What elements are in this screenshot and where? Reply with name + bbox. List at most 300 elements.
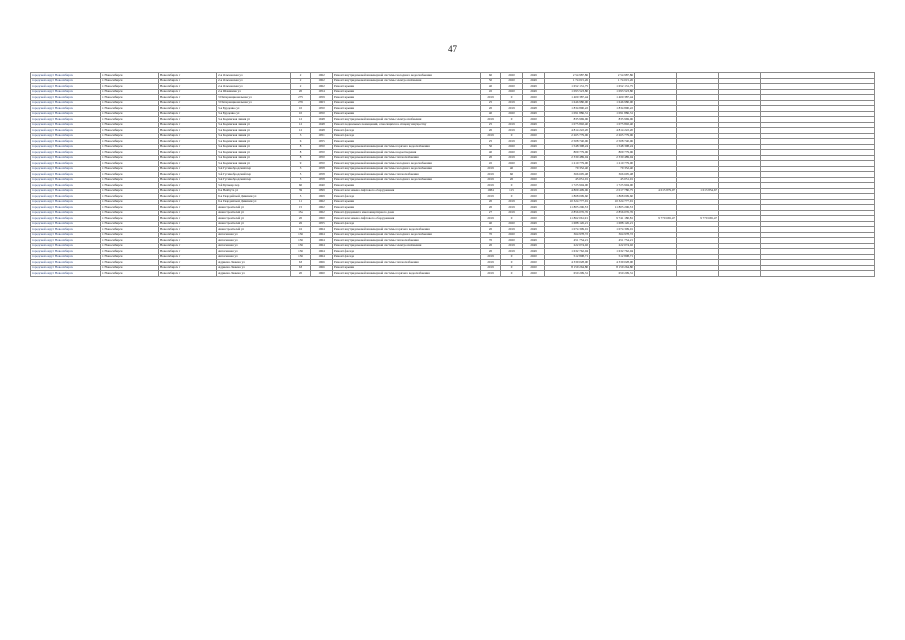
cell-v4: 2 856 076,76 <box>545 210 590 216</box>
cell-org: городской округ Новосибирск <box>31 111 101 117</box>
cell-v1: 25 <box>481 100 501 106</box>
cell-org: городской округ Новосибирск <box>31 265 101 271</box>
cell-v4: 1 074 309,01 <box>545 227 590 233</box>
cell-work: Ремонт крыши <box>333 84 481 90</box>
cell-v3: 2049 <box>523 150 545 156</box>
cell-house: 2 <box>291 73 311 79</box>
cell-city: г. Новосибирск <box>101 128 159 134</box>
cell-v4: 512 808,71 <box>545 254 590 260</box>
cell-work: Ремонт крыши <box>333 95 481 101</box>
cell-cost: 4 814 222,20 <box>590 128 635 134</box>
cell-v2: 2019 <box>501 243 523 249</box>
cell-street: Автогенная ул <box>217 243 291 249</box>
cell-region: Новосибирск г <box>159 238 217 244</box>
register-rows <box>31 73 875 277</box>
cell-year: 1950 <box>311 150 333 156</box>
cell-cost: 1 074 309,01 <box>590 227 635 233</box>
cell-work: Ремонт внутридомовой инженерной системы горячего водоснабжения <box>333 227 481 233</box>
cell-region: Новосибирск г <box>159 254 217 260</box>
cell-work: Ремонт фасада <box>333 194 481 200</box>
cell-region: Новосибирск г <box>159 95 217 101</box>
cell-region: Новосибирск г <box>159 133 217 139</box>
cell-city: г. Новосибирск <box>101 133 159 139</box>
cell-cost: 809 779,06 <box>590 150 635 156</box>
cell-year: 1948 <box>311 128 333 134</box>
cell-v2: 2020 <box>501 150 523 156</box>
cell-year: 1950 <box>311 144 333 150</box>
cell-city: г. Новосибирск <box>101 221 159 227</box>
cell-region: Новосибирск г <box>159 166 217 172</box>
cell-cost: 1 091 886,31 <box>590 111 635 117</box>
cell-v3: 2049 <box>523 243 545 249</box>
capital-repair-register-table <box>30 72 875 277</box>
cell-v1: 60 <box>481 73 501 79</box>
cell-house: 8 <box>291 150 311 156</box>
cell-org: городской округ Новосибирск <box>31 210 101 216</box>
cell-city: г. Новосибирск <box>101 194 159 200</box>
cell-v3: 2049 <box>523 89 545 95</box>
cell-year: 1950 <box>311 106 333 112</box>
cell-v1: 20 <box>481 243 501 249</box>
cell-v4: 1 091 886,31 <box>545 111 590 117</box>
cell-org: городской округ Новосибирск <box>31 183 101 189</box>
cell-work: Ремонт крыши <box>333 205 481 211</box>
cell-v1: 50 <box>481 78 501 84</box>
cell-region: Новосибирск г <box>159 117 217 123</box>
cell-city: г. Новосибирск <box>101 155 159 161</box>
cell-street: 3-я Кодинская линия ул <box>217 128 291 134</box>
cell-cost: 2 856 076,76 <box>590 210 635 216</box>
cell-work: Ремонт крыши <box>333 100 481 106</box>
cell-street: 3-я Кодинская линия ул <box>217 117 291 123</box>
cell-cost: 364 978,72 <box>590 232 635 238</box>
cell-work: Ремонт фасада <box>333 221 481 227</box>
cell-v1: 2019 <box>481 177 501 183</box>
cell-year: 1948 <box>311 122 333 128</box>
cell-street: 3-я Кодинская линия ул <box>217 161 291 167</box>
cell-year: 1959 <box>311 95 333 101</box>
cell-v4: 1 74 015,26 <box>545 78 590 84</box>
cell-v2: 0 <box>501 95 523 101</box>
cell-v2: 2019 <box>501 199 523 205</box>
cell-v4: 2 265 779,06 <box>545 133 590 139</box>
cell-org: городской округ Новосибирск <box>31 122 101 128</box>
cell-house: 39 <box>291 188 311 194</box>
cell-v2: 2019 <box>501 139 523 145</box>
cell-org: городской округ Новосибирск <box>31 84 101 90</box>
cell-v3: 2049 <box>523 161 545 167</box>
cell-street: Авиастроителей ул <box>217 216 291 222</box>
cell-city: г. Новосибирск <box>101 73 159 79</box>
cell-sum1 <box>677 271 719 277</box>
cell-house: 13а <box>291 210 311 216</box>
cell-v4: 8 159 264,80 <box>545 265 590 271</box>
cell-house: 15 <box>291 205 311 211</box>
cell-region: Новосибирск г <box>159 84 217 90</box>
cell-street: Адриена Лежена ул <box>217 271 291 277</box>
cell-cost: 835 969,06 <box>590 117 635 123</box>
cell-v1: 2019 <box>481 117 501 123</box>
cell-work: Ремонт внутридомовой инженерной системы теплоснабжения <box>333 172 481 178</box>
cell-cost: 512 808,71 <box>590 254 635 260</box>
cell-v4: 4 814 222,20 <box>545 128 590 134</box>
cell-cost: 1 652 131,75 <box>590 84 635 90</box>
cell-house: 20 <box>291 216 311 222</box>
cell-v1: 2019 <box>481 254 501 260</box>
cell-v3: 2020 <box>523 216 545 222</box>
cell-year: 1962 <box>311 73 333 79</box>
cell-year: 1960 <box>311 216 333 222</box>
cell-org: городской округ Новосибирск <box>31 172 101 178</box>
cell-year: 1966 <box>311 265 333 271</box>
cell-v2: 2020 <box>501 78 523 84</box>
cell-v4: 1 210 779,00 <box>545 161 590 167</box>
cell-year: 1966 <box>311 260 333 266</box>
page-number: 47 <box>448 44 457 54</box>
cell-v1: 1984 <box>481 188 501 194</box>
cell-street: 2-я Ольховская ул <box>217 84 291 90</box>
cell-cost: 366 605,48 <box>590 172 635 178</box>
cell-v1: 2019 <box>481 183 501 189</box>
cell-cost: 1 725 904,00 <box>590 183 635 189</box>
cell-region: Новосибирск г <box>159 205 217 211</box>
cell-year: 1950 <box>311 155 333 161</box>
cell-cost: 1 632 762,04 <box>590 249 635 255</box>
cell-v4: 4 809 409,06 <box>545 188 590 194</box>
cell-street: 9-я Гвардейской Дивизии ул <box>217 194 291 200</box>
cell-v3: 2020 <box>523 172 545 178</box>
cell-street: 9-я Гвардейской Дивизии ул <box>217 199 291 205</box>
cell-cost: 11 805 206,53 <box>590 205 635 211</box>
cell-v1: 2019 <box>481 271 501 277</box>
cell-year: 1964 <box>311 254 333 260</box>
cell-street: 3-й Гусинобродский пер <box>217 166 291 172</box>
cell-region: Новосибирск г <box>159 111 217 117</box>
cell-v3: 2020 <box>523 271 545 277</box>
cell-region: Новосибирск г <box>159 227 217 233</box>
cell-city: г. Новосибирск <box>101 216 159 222</box>
cell-year: 1951 <box>311 133 333 139</box>
cell-v2: 2019 <box>501 155 523 161</box>
cell-work: Ремонт крыши <box>333 139 481 145</box>
cell-work: Ремонт внутридомовой инженерной системы теплоснабжения <box>333 238 481 244</box>
cell-city: г. Новосибирск <box>101 117 159 123</box>
cell-street: 2-я Ольховская ул <box>217 78 291 84</box>
cell-v1: 25 <box>481 122 501 128</box>
cell-sum1: 1 013 854,67 <box>677 188 719 194</box>
cell-region: Новосибирск г <box>159 172 217 178</box>
cell-v4: 222 074,02 <box>545 243 590 249</box>
cell-city: г. Новосибирск <box>101 177 159 183</box>
cell-v3: 2020 <box>523 177 545 183</box>
cell-house: 3 <box>291 166 311 172</box>
cell-v1: 40 <box>481 84 501 90</box>
cell-house: 136 <box>291 238 311 244</box>
cell-house: 136 <box>291 232 311 238</box>
cell-v4: 1 093 523,80 <box>545 89 590 95</box>
cell-year: 1963 <box>311 100 333 106</box>
cell-year: 1964 <box>311 243 333 249</box>
cell-work: Ремонт внутридомовой инженерной системы электроснабжения <box>333 78 481 84</box>
cell-cost: 1 74 015,26 <box>590 78 635 84</box>
cell-v4: 4 339 028,00 <box>545 260 590 266</box>
cell-org: городской округ Новосибирск <box>31 161 101 167</box>
cell-v1: 27 <box>481 210 501 216</box>
cell-v2: 2020 <box>501 238 523 244</box>
cell-v3: 2049 <box>523 78 545 84</box>
cell-cost: 1 093 523,80 <box>590 89 635 95</box>
cell-region: Новосибирск г <box>159 144 217 150</box>
cell-region: Новосибирск г <box>159 73 217 79</box>
cell-cost: 2 54 987,86 <box>590 73 635 79</box>
cell-work: Ремонт внутридомовой инженерной системы холодного водоснабжения <box>333 232 481 238</box>
cell-city: г. Новосибирск <box>101 232 159 238</box>
cell-cost: 2 017 780,75 <box>590 188 635 194</box>
cell-cost: 45 051,01 <box>590 177 635 183</box>
cell-house: 20 <box>291 271 311 277</box>
cell-region: Новосибирск г <box>159 265 217 271</box>
cell-org: городской округ Новосибирск <box>31 271 101 277</box>
cell-cost: 1 210 779,00 <box>590 161 635 167</box>
cell-org: городской округ Новосибирск <box>31 95 101 101</box>
cell-city: г. Новосибирск <box>101 260 159 266</box>
cell-v3: 2020 <box>523 117 545 123</box>
cell-v1: 2019 <box>481 260 501 266</box>
cell-work: Ремонт крыши <box>333 199 481 205</box>
cell-cost: 1 646 980,00 <box>590 100 635 106</box>
cell-street: 3-я Кодинская линия ул <box>217 144 291 150</box>
cell-v2: 2019 <box>501 106 523 112</box>
cell-work: Ремонт внутридомовой инженерной системы электроснабжения <box>333 117 481 123</box>
cell-v3: 2049 <box>523 221 545 227</box>
cell-street: Автогенная ул <box>217 249 291 255</box>
cell-v3: 2049 <box>523 122 545 128</box>
cell-year: 1958 <box>311 172 333 178</box>
cell-year: 1950 <box>311 161 333 167</box>
cell-v2: 60 <box>501 172 523 178</box>
cell-street: 3-й Бульвар пер <box>217 183 291 189</box>
cell-v1: 40 <box>481 150 501 156</box>
cell-v4: 650 209,31 <box>545 271 590 277</box>
cell-city: г. Новосибирск <box>101 100 159 106</box>
cell-org: городской округ Новосибирск <box>31 221 101 227</box>
cell-work: Ремонт крыши <box>333 183 481 189</box>
cell-v2: 0 <box>501 133 523 139</box>
cell-org: городской округ Новосибирск <box>31 199 101 205</box>
cell-v2: 2019 <box>501 227 523 233</box>
cell-v4: 451 754,21 <box>545 238 590 244</box>
cell-v4: 809 779,06 <box>545 150 590 156</box>
cell-year: 1955 <box>311 221 333 227</box>
cell-org: городской округ Новосибирск <box>31 133 101 139</box>
cell-cost: 79 352,40 <box>590 166 635 172</box>
cell-region: Новосибирск г <box>159 100 217 106</box>
cell-v2: 0 <box>501 271 523 277</box>
cell-city: г. Новосибирск <box>101 249 159 255</box>
cell-year: 1962 <box>311 199 333 205</box>
cell-region: Новосибирск г <box>159 260 217 266</box>
cell-street: 3-й Гусинобродский пер <box>217 172 291 178</box>
cell-house: 136 <box>291 243 311 249</box>
cell-region: Новосибирск г <box>159 161 217 167</box>
cell-city: г. Новосибирск <box>101 205 159 211</box>
cell-city: г. Новосибирск <box>101 254 159 260</box>
cell-work: Ремонт внутридомовой инженерной системы теплоснабжения <box>333 260 481 266</box>
cell-v4: 1 652 131,75 <box>545 84 590 90</box>
cell-v2: 0 <box>501 194 523 200</box>
cell-work: Ремонт крыши <box>333 106 481 112</box>
cell-v3: 2049 <box>523 238 545 244</box>
cell-v4: 1 075 802,40 <box>545 122 590 128</box>
cell-region: Новосибирск г <box>159 194 217 200</box>
cell-city: г. Новосибирск <box>101 188 159 194</box>
cell-extra <box>761 271 875 277</box>
cell-v4: 45 051,01 <box>545 177 590 183</box>
cell-house: 136 <box>291 254 311 260</box>
cell-house: 63 <box>291 260 311 266</box>
cell-year: 1964 <box>311 227 333 233</box>
cell-v2: 0 <box>501 183 523 189</box>
cell-cost: 222 074,02 <box>590 243 635 249</box>
cell-street: Авиастроителей ул <box>217 227 291 233</box>
cell-house: 2 <box>291 84 311 90</box>
cell-work: Ремонт фасада <box>333 249 481 255</box>
cell-house: 26 <box>291 221 311 227</box>
cell-v4: 1 725 904,00 <box>545 183 590 189</box>
cell-region: Новосибирск г <box>159 128 217 134</box>
cell-street: 3-й Гусинобродский пер <box>217 177 291 183</box>
cell-v3: 2049 <box>523 210 545 216</box>
cell-v1: 2019 <box>481 194 501 200</box>
cell-year: 1954 <box>311 89 333 95</box>
cell-work: Ремонт внутридомовой инженерной системы горячего водоснабжения <box>333 271 481 277</box>
cell-org: городской округ Новосибирск <box>31 139 101 145</box>
cell-org: городской округ Новосибирск <box>31 238 101 244</box>
cell-region: Новосибирск г <box>159 177 217 183</box>
cell-year: 1940 <box>311 183 333 189</box>
cell-org: городской округ Новосибирск <box>31 177 101 183</box>
cell-org: городской округ Новосибирск <box>31 155 101 161</box>
cell-street: Адриена Лежена ул <box>217 260 291 266</box>
cell-v1: 2019 <box>481 172 501 178</box>
cell-year: 1999 <box>311 188 333 194</box>
cell-cost2 <box>635 271 677 277</box>
cell-work: Ремонт внутридомовой инженерной системы холодного водоснабжения <box>333 177 481 183</box>
cell-street: 3-я Кодинская линия ул <box>217 122 291 128</box>
cell-city: г. Новосибирск <box>101 166 159 172</box>
cell-v4: 1 632 762,04 <box>545 249 590 255</box>
cell-house: 5 <box>291 194 311 200</box>
cell-work: Ремонт внутридомовой инженерной системы водоотведения <box>333 150 481 156</box>
cell-region: Новосибирск г <box>159 271 217 277</box>
cell-city: г. Новосибирск <box>101 183 159 189</box>
cell-v1: 70 <box>481 232 501 238</box>
cell-year: 1962 <box>311 78 333 84</box>
cell-v4: 11 805 206,53 <box>545 205 590 211</box>
cell-v1: 25 <box>481 139 501 145</box>
cell-cost: 1 688 126,21 <box>590 221 635 227</box>
cell-v4: 79 352,40 <box>545 166 590 172</box>
cell-year: 1958 <box>311 177 333 183</box>
cell-org: городской округ Новосибирск <box>31 106 101 112</box>
cell-org: городской округ Новосибирск <box>31 249 101 255</box>
cell-org: городской округ Новосибирск <box>31 232 101 238</box>
cell-v3: 2049 <box>523 100 545 106</box>
cell-city: г. Новосибирск <box>101 106 159 112</box>
cell-cost: 1 400 387,44 <box>590 95 635 101</box>
cell-work: Ремонт крыши <box>333 265 481 271</box>
cell-v4: 366 605,48 <box>545 172 590 178</box>
cell-v1: 2019 <box>481 216 501 222</box>
cell-v4: 835 969,06 <box>545 117 590 123</box>
cell-region: Новосибирск г <box>159 183 217 189</box>
cell-cost: 4 339 028,00 <box>590 260 635 266</box>
cell-work: Ремонт фасада <box>333 133 481 139</box>
cell-org: городской округ Новосибирск <box>31 166 101 172</box>
cell-cost: 1 834 890,22 <box>590 106 635 112</box>
cell-work: Ремонт фасада <box>333 254 481 260</box>
cell-v4: 364 978,72 <box>545 232 590 238</box>
cell-v3: 2049 <box>523 73 545 79</box>
cell-street: Автогенная ул <box>217 232 291 238</box>
cell-v2: 2020 <box>501 161 523 167</box>
cell-v1: 70 <box>481 238 501 244</box>
cell-sum1: 9 770 665,47 <box>677 216 719 222</box>
cell-v3: 2049 <box>523 199 545 205</box>
cell-org: городской округ Новосибирск <box>31 150 101 156</box>
cell-region: Новосибирск г <box>159 150 217 156</box>
cell-region: Новосибирск г <box>159 89 217 95</box>
cell-org: городской округ Новосибирск <box>31 216 101 222</box>
cell-work: Ремонт внутридомовой инженерной системы холодного водоснабжения <box>333 73 481 79</box>
cell-v4: 2 508 740,06 <box>545 139 590 145</box>
cell-v2: 0 <box>501 265 523 271</box>
cell-org: городской округ Новосибирск <box>31 100 101 106</box>
cell-street: 2-я Шамшина ул <box>217 89 291 95</box>
cell-year: 1964 <box>311 232 333 238</box>
cell-year: 1950 <box>311 111 333 117</box>
cell-work: Ремонт внутридомовой инженерной системы холодного водоснабжения <box>333 161 481 167</box>
cell-v1: 20 <box>481 249 501 255</box>
cell-v3: 2049 <box>523 111 545 117</box>
cell-cost: 2 508 740,06 <box>590 139 635 145</box>
cell-city: г. Новосибирск <box>101 172 159 178</box>
cell-cost: 2 265 779,06 <box>590 133 635 139</box>
cell-cost: 1 548 398,24 <box>590 144 635 150</box>
cell-v2: 2019 <box>501 205 523 211</box>
cell-year: 1948 <box>311 117 333 123</box>
cell-v1: 2019 <box>481 95 501 101</box>
cell-v3: 2049 <box>523 144 545 150</box>
cell-v2: 0 <box>501 260 523 266</box>
cell-street: Автогенная ул <box>217 254 291 260</box>
cell-org: городской округ Новосибирск <box>31 205 101 211</box>
cell-region: Новосибирск г <box>159 155 217 161</box>
cell-cost: 1 868 009,60 <box>590 194 635 200</box>
cell-street: 3 Интернациональная ул <box>217 95 291 101</box>
cell-v2: 2020 <box>501 221 523 227</box>
cell-street: 3-я Бурденко ул <box>217 106 291 112</box>
cell-v1: 20 <box>481 128 501 134</box>
cell-v2: 2020 <box>501 144 523 150</box>
cell-v3: 2049 <box>523 232 545 238</box>
cell-city: г. Новосибирск <box>101 227 159 233</box>
cell-cost: 9 741 180,81 <box>590 216 635 222</box>
cell-v2: 2020 <box>501 73 523 79</box>
cell-work: Ремонт внутридомовой инженерной системы горячего водоснабжения <box>333 144 481 150</box>
cell-v4: 1 868 009,60 <box>545 194 590 200</box>
cell-v1: 20 <box>481 227 501 233</box>
